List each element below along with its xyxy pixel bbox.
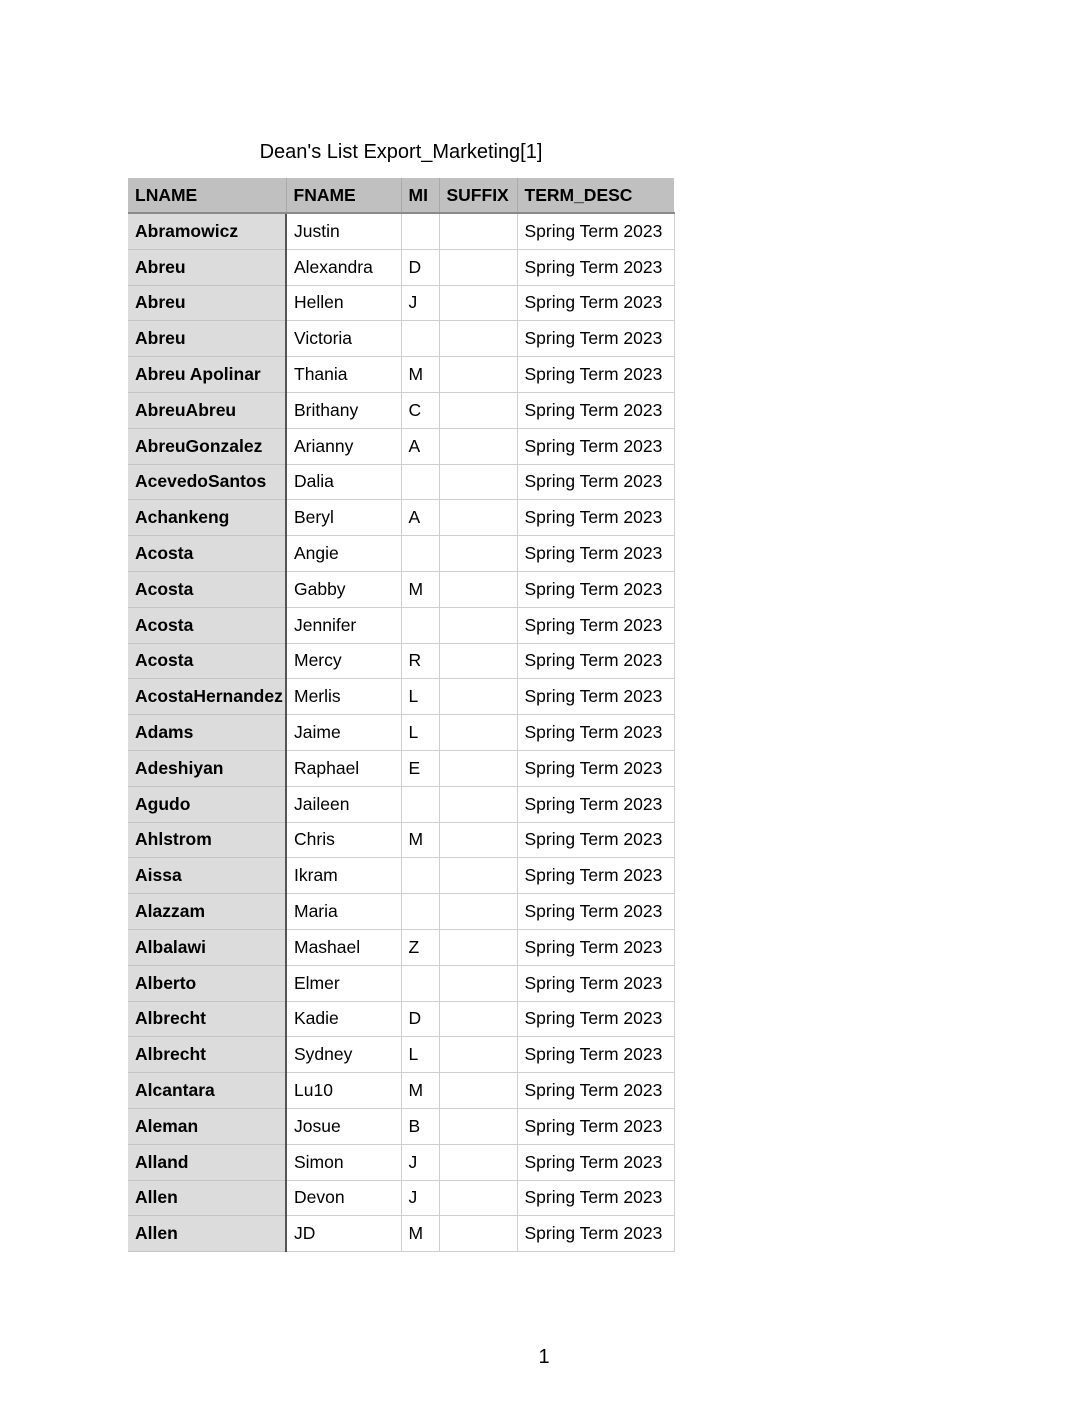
cell-lname: Albrecht [128, 1037, 286, 1073]
cell-term-desc: Spring Term 2023 [517, 1180, 674, 1216]
table-row [128, 1073, 674, 1109]
cell-fname: Jaime [286, 715, 401, 751]
cell-fname: Mashael [286, 929, 401, 965]
table-row [128, 1037, 674, 1073]
cell-suffix [439, 965, 517, 1001]
cell-suffix [439, 249, 517, 285]
cell-term-desc: Spring Term 2023 [517, 1037, 674, 1073]
cell-lname: Allen [128, 1180, 286, 1216]
cell-mi: M [401, 822, 439, 858]
cell-suffix [439, 607, 517, 643]
cell-mi: E [401, 750, 439, 786]
table-row [128, 321, 674, 357]
cell-suffix [439, 1037, 517, 1073]
cell-suffix [439, 357, 517, 393]
cell-fname: Alexandra [286, 249, 401, 285]
column-header-term-desc: TERM_DESC [517, 178, 674, 213]
cell-lname: Acosta [128, 643, 286, 679]
table-row [128, 858, 674, 894]
table-row [128, 1001, 674, 1037]
cell-lname: Abramowicz [128, 213, 286, 249]
cell-lname: Aissa [128, 858, 286, 894]
table-row [128, 428, 674, 464]
cell-suffix [439, 929, 517, 965]
table-row [128, 965, 674, 1001]
cell-lname: Adeshiyan [128, 750, 286, 786]
cell-fname: Beryl [286, 500, 401, 536]
cell-fname: Thania [286, 357, 401, 393]
cell-mi: A [401, 500, 439, 536]
cell-suffix [439, 1180, 517, 1216]
cell-mi: J [401, 1144, 439, 1180]
cell-lname: AcevedoSantos [128, 464, 286, 500]
cell-lname: Abreu Apolinar [128, 357, 286, 393]
column-header-mi: MI [401, 178, 439, 213]
cell-term-desc: Spring Term 2023 [517, 536, 674, 572]
cell-fname: Jaileen [286, 786, 401, 822]
cell-term-desc: Spring Term 2023 [517, 428, 674, 464]
cell-term-desc: Spring Term 2023 [517, 858, 674, 894]
cell-fname: JD [286, 1216, 401, 1252]
cell-suffix [439, 822, 517, 858]
table-row [128, 536, 674, 572]
cell-suffix [439, 213, 517, 249]
cell-lname: Abreu [128, 249, 286, 285]
table-row [128, 213, 674, 249]
cell-mi: L [401, 715, 439, 751]
cell-fname: Jennifer [286, 607, 401, 643]
table-row [128, 822, 674, 858]
cell-term-desc: Spring Term 2023 [517, 464, 674, 500]
cell-mi: Z [401, 929, 439, 965]
cell-lname: AbreuAbreu [128, 392, 286, 428]
cell-term-desc: Spring Term 2023 [517, 929, 674, 965]
cell-suffix [439, 679, 517, 715]
cell-fname: Merlis [286, 679, 401, 715]
table-row [128, 894, 674, 930]
table-row [128, 392, 674, 428]
cell-lname: Acosta [128, 536, 286, 572]
cell-lname: AbreuGonzalez [128, 428, 286, 464]
cell-mi: B [401, 1108, 439, 1144]
cell-term-desc: Spring Term 2023 [517, 1144, 674, 1180]
cell-term-desc: Spring Term 2023 [517, 894, 674, 930]
table-row [128, 571, 674, 607]
cell-lname: Acosta [128, 571, 286, 607]
cell-suffix [439, 750, 517, 786]
table-row [128, 715, 674, 751]
cell-term-desc: Spring Term 2023 [517, 822, 674, 858]
cell-mi: J [401, 1180, 439, 1216]
cell-lname: Agudo [128, 786, 286, 822]
table-row [128, 786, 674, 822]
table-row [128, 750, 674, 786]
cell-term-desc: Spring Term 2023 [517, 285, 674, 321]
cell-term-desc: Spring Term 2023 [517, 1108, 674, 1144]
cell-term-desc: Spring Term 2023 [517, 965, 674, 1001]
table-row [128, 500, 674, 536]
table-row [128, 357, 674, 393]
cell-lname: Abreu [128, 285, 286, 321]
cell-mi [401, 607, 439, 643]
table-row [128, 249, 674, 285]
cell-term-desc: Spring Term 2023 [517, 571, 674, 607]
cell-suffix [439, 1001, 517, 1037]
cell-mi [401, 536, 439, 572]
cell-suffix [439, 321, 517, 357]
cell-term-desc: Spring Term 2023 [517, 1216, 674, 1252]
cell-suffix [439, 500, 517, 536]
table-row [128, 643, 674, 679]
cell-lname: Adams [128, 715, 286, 751]
cell-term-desc: Spring Term 2023 [517, 321, 674, 357]
cell-term-desc: Spring Term 2023 [517, 392, 674, 428]
cell-fname: Angie [286, 536, 401, 572]
cell-term-desc: Spring Term 2023 [517, 786, 674, 822]
column-header-lname: LNAME [128, 178, 286, 213]
cell-mi: R [401, 643, 439, 679]
cell-mi [401, 894, 439, 930]
cell-suffix [439, 1216, 517, 1252]
cell-fname: Sydney [286, 1037, 401, 1073]
cell-term-desc: Spring Term 2023 [517, 750, 674, 786]
cell-suffix [439, 715, 517, 751]
column-header-fname: FNAME [286, 178, 401, 213]
cell-lname: Aleman [128, 1108, 286, 1144]
cell-fname: Justin [286, 213, 401, 249]
cell-term-desc: Spring Term 2023 [517, 715, 674, 751]
deans-list-table [128, 178, 675, 1252]
cell-fname: Simon [286, 1144, 401, 1180]
cell-suffix [439, 428, 517, 464]
cell-suffix [439, 894, 517, 930]
cell-lname: Albalawi [128, 929, 286, 965]
table-row [128, 1108, 674, 1144]
cell-term-desc: Spring Term 2023 [517, 213, 674, 249]
cell-mi [401, 464, 439, 500]
cell-suffix [439, 786, 517, 822]
cell-term-desc: Spring Term 2023 [517, 643, 674, 679]
cell-mi [401, 965, 439, 1001]
cell-lname: Alberto [128, 965, 286, 1001]
cell-mi: M [401, 1073, 439, 1109]
cell-mi: J [401, 285, 439, 321]
cell-suffix [439, 285, 517, 321]
cell-mi [401, 858, 439, 894]
cell-mi [401, 321, 439, 357]
cell-suffix [439, 643, 517, 679]
cell-mi: L [401, 679, 439, 715]
cell-lname: Alland [128, 1144, 286, 1180]
cell-lname: Abreu [128, 321, 286, 357]
cell-mi [401, 786, 439, 822]
cell-suffix [439, 858, 517, 894]
cell-suffix [439, 1108, 517, 1144]
cell-fname: Raphael [286, 750, 401, 786]
cell-fname: Brithany [286, 392, 401, 428]
cell-fname: Gabby [286, 571, 401, 607]
cell-term-desc: Spring Term 2023 [517, 1001, 674, 1037]
table-row [128, 679, 674, 715]
table-row [128, 607, 674, 643]
table-row [128, 285, 674, 321]
cell-term-desc: Spring Term 2023 [517, 500, 674, 536]
cell-fname: Lu10 [286, 1073, 401, 1109]
cell-fname: Arianny [286, 428, 401, 464]
table-row [128, 464, 674, 500]
cell-fname: Chris [286, 822, 401, 858]
cell-mi: D [401, 249, 439, 285]
cell-suffix [439, 1144, 517, 1180]
cell-fname: Dalia [286, 464, 401, 500]
cell-mi: M [401, 571, 439, 607]
cell-fname: Hellen [286, 285, 401, 321]
page-number: 1 [538, 1346, 550, 1368]
cell-mi: C [401, 392, 439, 428]
cell-term-desc: Spring Term 2023 [517, 607, 674, 643]
cell-fname: Elmer [286, 965, 401, 1001]
cell-suffix [439, 464, 517, 500]
document-title: Dean's List Export_Marketing[1] [259, 141, 543, 163]
cell-mi [401, 213, 439, 249]
cell-lname: Acosta [128, 607, 286, 643]
cell-term-desc: Spring Term 2023 [517, 1073, 674, 1109]
cell-lname: Allen [128, 1216, 286, 1252]
column-header-suffix: SUFFIX [439, 178, 517, 213]
cell-mi: M [401, 357, 439, 393]
cell-mi: M [401, 1216, 439, 1252]
cell-fname: Maria [286, 894, 401, 930]
cell-lname: Alcantara [128, 1073, 286, 1109]
cell-lname: Alazzam [128, 894, 286, 930]
table-row [128, 1180, 674, 1216]
cell-fname: Kadie [286, 1001, 401, 1037]
cell-term-desc: Spring Term 2023 [517, 357, 674, 393]
cell-lname: Ahlstrom [128, 822, 286, 858]
cell-mi: A [401, 428, 439, 464]
table-body [128, 213, 674, 1252]
cell-fname: Devon [286, 1180, 401, 1216]
cell-suffix [439, 1073, 517, 1109]
cell-mi: D [401, 1001, 439, 1037]
cell-fname: Josue [286, 1108, 401, 1144]
cell-fname: Ikram [286, 858, 401, 894]
cell-term-desc: Spring Term 2023 [517, 249, 674, 285]
cell-suffix [439, 571, 517, 607]
cell-suffix [439, 392, 517, 428]
table-row [128, 929, 674, 965]
cell-lname: Achankeng [128, 500, 286, 536]
header-row [128, 178, 674, 213]
cell-lname: AcostaHernandez [128, 679, 286, 715]
cell-term-desc: Spring Term 2023 [517, 679, 674, 715]
cell-suffix [439, 536, 517, 572]
table-row [128, 1216, 674, 1252]
cell-fname: Mercy [286, 643, 401, 679]
cell-lname: Albrecht [128, 1001, 286, 1037]
cell-mi: L [401, 1037, 439, 1073]
table-row [128, 1144, 674, 1180]
cell-fname: Victoria [286, 321, 401, 357]
